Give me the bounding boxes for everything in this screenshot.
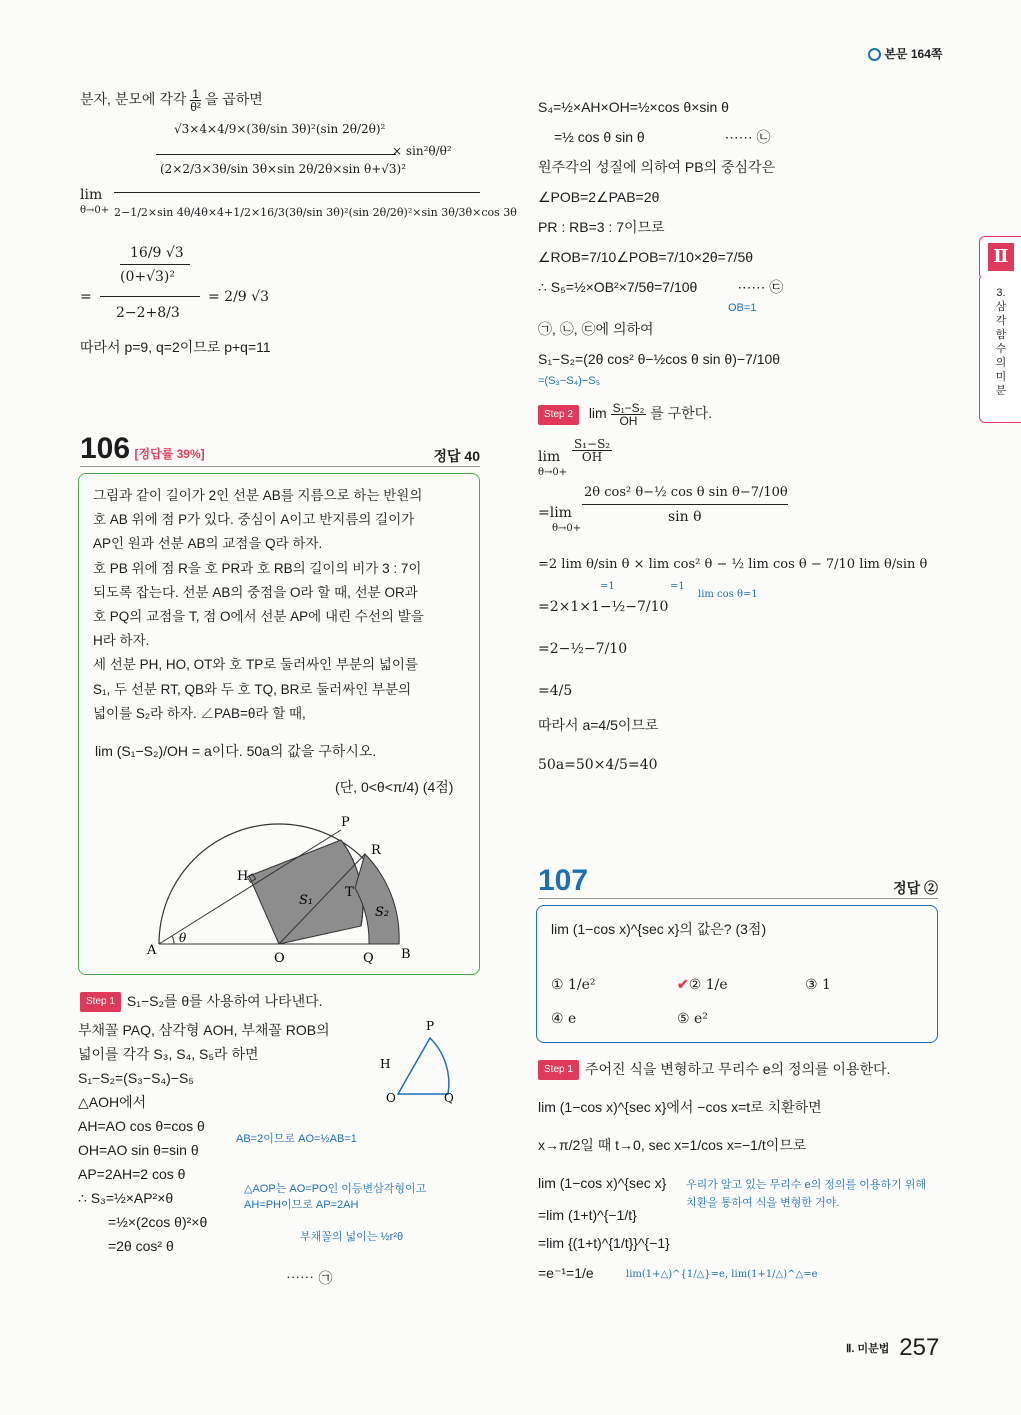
step2-derivation: lim θ→0+ $\frac{\text{S₁−S₂}}{OH}$ =lim θ→0+ 2θ cos² θ−½ cos θ sin θ−7/10θ sin θ =2 lim θ/sin θ × lim cos² θ − ½ lim cos θ − 7/10 lim θ/sin θ =1 =1 lim cos θ=1 =2×1×1−½−7/10 =2−½−7/10 =4/5 따라서 a=4/5이므로 50a=50×4/5=40: [538, 437, 928, 773]
numerator-tail: × sin²θ/θ²: [392, 144, 452, 158]
r1-den: 2−2+8/3: [116, 305, 180, 321]
correct-rate: [정답률 39%]: [134, 447, 205, 461]
e7: 따라서 a=4/5이므로: [538, 717, 659, 733]
result-1: 16/9 √3 (0+√3)² = 2−2+8/3 = 2/9 √3: [80, 245, 269, 321]
step2-heading: Step 2 lim $\frac{\text{S₁−S₂}}{OH}$ 를 구한다.: [538, 402, 712, 427]
problem-107-header: [538, 864, 938, 898]
label-S2: S₂: [375, 905, 390, 920]
choice-2[interactable]: ✔② 1/e: [677, 977, 728, 993]
label-S1: S₁: [299, 893, 314, 908]
e3-note3: lim cos θ=1: [698, 589, 758, 600]
note-e-3: lim(1+△)^{1/△}=e, lim(1+1/△)^△=e: [626, 1269, 818, 1280]
choice-1[interactable]: ① 1/e²: [551, 977, 596, 993]
label-theta: θ: [179, 931, 187, 945]
condition: (단, 0<θ<π/4) (4점): [335, 779, 454, 795]
label-Q: Q: [363, 951, 374, 966]
note-aop-1: △AOP는 AO=PO인 이등변삼각형이고: [244, 1183, 427, 1195]
section-tab[interactable]: [979, 278, 1021, 423]
denominator: 2−1/2×sin 4θ/4θ×4+1/2×16/3(3θ/sin 3θ)²(sin 2θ/2θ)²×sin 3θ/3θ×cos 3θ: [114, 206, 517, 219]
semicircle-figure: [79, 814, 479, 974]
choice-5[interactable]: ⑤ e²: [677, 1011, 708, 1027]
e3-note2: =1: [670, 581, 685, 592]
mini-H: H: [380, 1057, 391, 1071]
step107-badge: Step 1: [538, 1060, 579, 1080]
mini-P: P: [426, 1019, 435, 1033]
label-O: O: [274, 951, 285, 966]
note-e-1: 우리가 알고 있는 무리수 e의 정의를 이용하기 위해: [686, 1179, 927, 1191]
numerator-mid: (2×2/3×3θ/sin 3θ×sin 2θ/2θ×sin θ+√3)²: [160, 162, 407, 176]
e2-num: 2θ cos² θ−½ cos θ sin θ−7/10θ: [584, 485, 788, 500]
step1-body: 부채꼴 PAQ, 삼각형 AOH, 부채꼴 ROB의 넓이를 각각 S₃, S₄, S₅라 하면 S₁−S₂=(S₃−S₄)−S₅ △AOH에서 AH=AO cos θ=cos θ OH=AO sin θ=sin θ AP=2AH=2 cos θ ∴ S₃=½×AP²×θ =½×(2cos θ)²×θ =2θ cos² θ: [78, 1022, 330, 1254]
problem-number: 106: [80, 432, 131, 465]
chapter-tab[interactable]: [979, 236, 1021, 280]
checkmark-icon: ✔: [677, 977, 689, 993]
big-limit-expression: [80, 120, 517, 238]
conclusion-105: 따라서 p=9, q=2이므로 p+q=11: [80, 339, 271, 355]
footer: [846, 1334, 939, 1362]
note-ab: AB=2이므로 AO=½AB=1: [236, 1133, 357, 1145]
label-P: P: [341, 815, 350, 830]
note-e-2: 치환을 통하여 식을 변형한 거야.: [686, 1197, 840, 1209]
answer-106: 정답 40: [433, 448, 480, 464]
note-aop-2: AH=PH이므로 AP=2AH: [244, 1199, 359, 1211]
r1-top: 16/9 √3: [130, 245, 184, 261]
answer-107: 정답 ②: [893, 880, 938, 896]
label-H: H: [237, 869, 249, 884]
right-top-derivation: S₄=½×AH×OH=½×cos θ×sin θ =½ cos θ sin θ ⋯⋯ ㉡ 원주각의 성질에 의하여 PB의 중심각은 ∠POB=2∠PAB=2θ PR : RB=3 : 7이므로 ∠ROB=7/10∠POB=7/10×2θ=7/5θ ∴ S₅=½×OB²×7/5θ=7/10θ ⋯⋯ ㉢ OB=1 ㉠, ㉡, ㉢에 의하여 S₁−S₂=(2θ cos² θ−½cos θ sin θ)−7/10θ =(S₃−S₄)−S₅: [538, 99, 784, 387]
step2-badge: Step 2: [538, 405, 579, 425]
tag-1: ⋯⋯ ㉠: [286, 1271, 333, 1287]
problem-106-text: 그림과 같이 길이가 2인 선분 AB를 지름으로 하는 반원의 호 AB 위에 점 P가 있다. 중심이 A이고 반지름의 길이가 AP인 원과 선분 AB의 교점을 Q라 하자. 호 PB 위에 점 R을 호 PR과 호 RB의 길이의 비가 3 : 7이 되도록 잡는다. 선분 AB의 중점을 O라 할 때, 선분 OR과 호 PQ의 교점을 T, 점 O에서 선분 AP에 내린 수선의 발을 H라 하자. 세 선분 PH, HO, OT와 호 TP로 둘러싸인 부분의 넓이를 S₁, 두 선분 RT, QB와 두 호 TQ, BR로 둘러싸인 부분의 넓이를 S₂라 하자. ∠PAB=θ라 할 때,: [93, 488, 424, 721]
problem-106-header: [80, 432, 480, 466]
question-107: lim (1−cos x)^{sec x}의 값은? (3점): [551, 921, 767, 937]
page-number: 257: [899, 1334, 940, 1361]
e3: =2 lim θ/sin θ × lim cos² θ − ½ lim cos θ − 7/10 lim θ/sin θ: [538, 557, 928, 572]
label-A: A: [147, 943, 157, 958]
e2-den: sin θ: [668, 509, 702, 525]
label-R: R: [371, 843, 381, 858]
section-label: 3. 삼각함수의 미분: [995, 287, 1007, 397]
e3-note1: =1: [600, 581, 615, 592]
circle-icon: [868, 48, 881, 61]
problem-107-box: [536, 905, 938, 1043]
page-ref: 본문 164쪽: [868, 45, 942, 62]
mini-O: O: [386, 1091, 396, 1105]
e4: =2×1×1−½−7/10: [538, 599, 669, 615]
lim-label: lim: [80, 187, 103, 203]
e8: 50a=50×4/5=40: [538, 757, 658, 773]
choice-3[interactable]: ③ 1: [805, 977, 831, 993]
step107-heading: Step 1 주어진 식을 변형하고 무리수 e의 정의를 이용한다.: [538, 1060, 890, 1080]
mini-Q: Q: [444, 1091, 454, 1105]
limit-question: lim (S₁−S₂)/OH = a이다. 50a의 값을 구하시오.: [95, 743, 377, 759]
r1-res: = 2/9 √3: [208, 289, 269, 305]
mini-sector-figure: [380, 1016, 470, 1106]
note-sector: 부채꼴의 넓이는 ½r²θ: [300, 1231, 404, 1243]
choice-4[interactable]: ④ e: [551, 1011, 577, 1027]
chapter-roman: Ⅱ: [988, 243, 1014, 271]
problem-number-107: 107: [538, 864, 589, 897]
r1-mid: (0+√3)²: [120, 269, 176, 285]
label-B: B: [401, 947, 411, 962]
numerator-top: √3×4×4/9×(3θ/sin 3θ)²(sin 2θ/2θ)²: [174, 122, 386, 136]
step107-body: lim (1−cos x)^{sec x}에서 −cos x=t로 치환하면 x→π/2일 때 t→0, sec x=1/cos x=−1/t이므로 lim (1−cos x)^{sec x} =lim (1+t)^{−1/t} =lim {(1+t)^{1/t}}^{−1} =e⁻¹=1/e: [538, 1099, 822, 1281]
problem-106-box: [78, 473, 480, 975]
lim-sub: θ→0+: [80, 205, 110, 216]
step1-badge: Step 1: [80, 992, 121, 1012]
label-T: T: [345, 885, 354, 900]
e6: =4/5: [538, 683, 573, 699]
step1-heading: Step 1 S₁−S₂를 θ를 사용하여 나타낸다.: [80, 992, 323, 1012]
e5: =2−½−7/10: [538, 641, 628, 657]
intro-line: 분자, 분모에 각각 $\frac{1}{\text{θ²}}$ 을 곱하면: [80, 87, 263, 114]
footer-chapter: Ⅱ. 미분법: [846, 1343, 890, 1355]
